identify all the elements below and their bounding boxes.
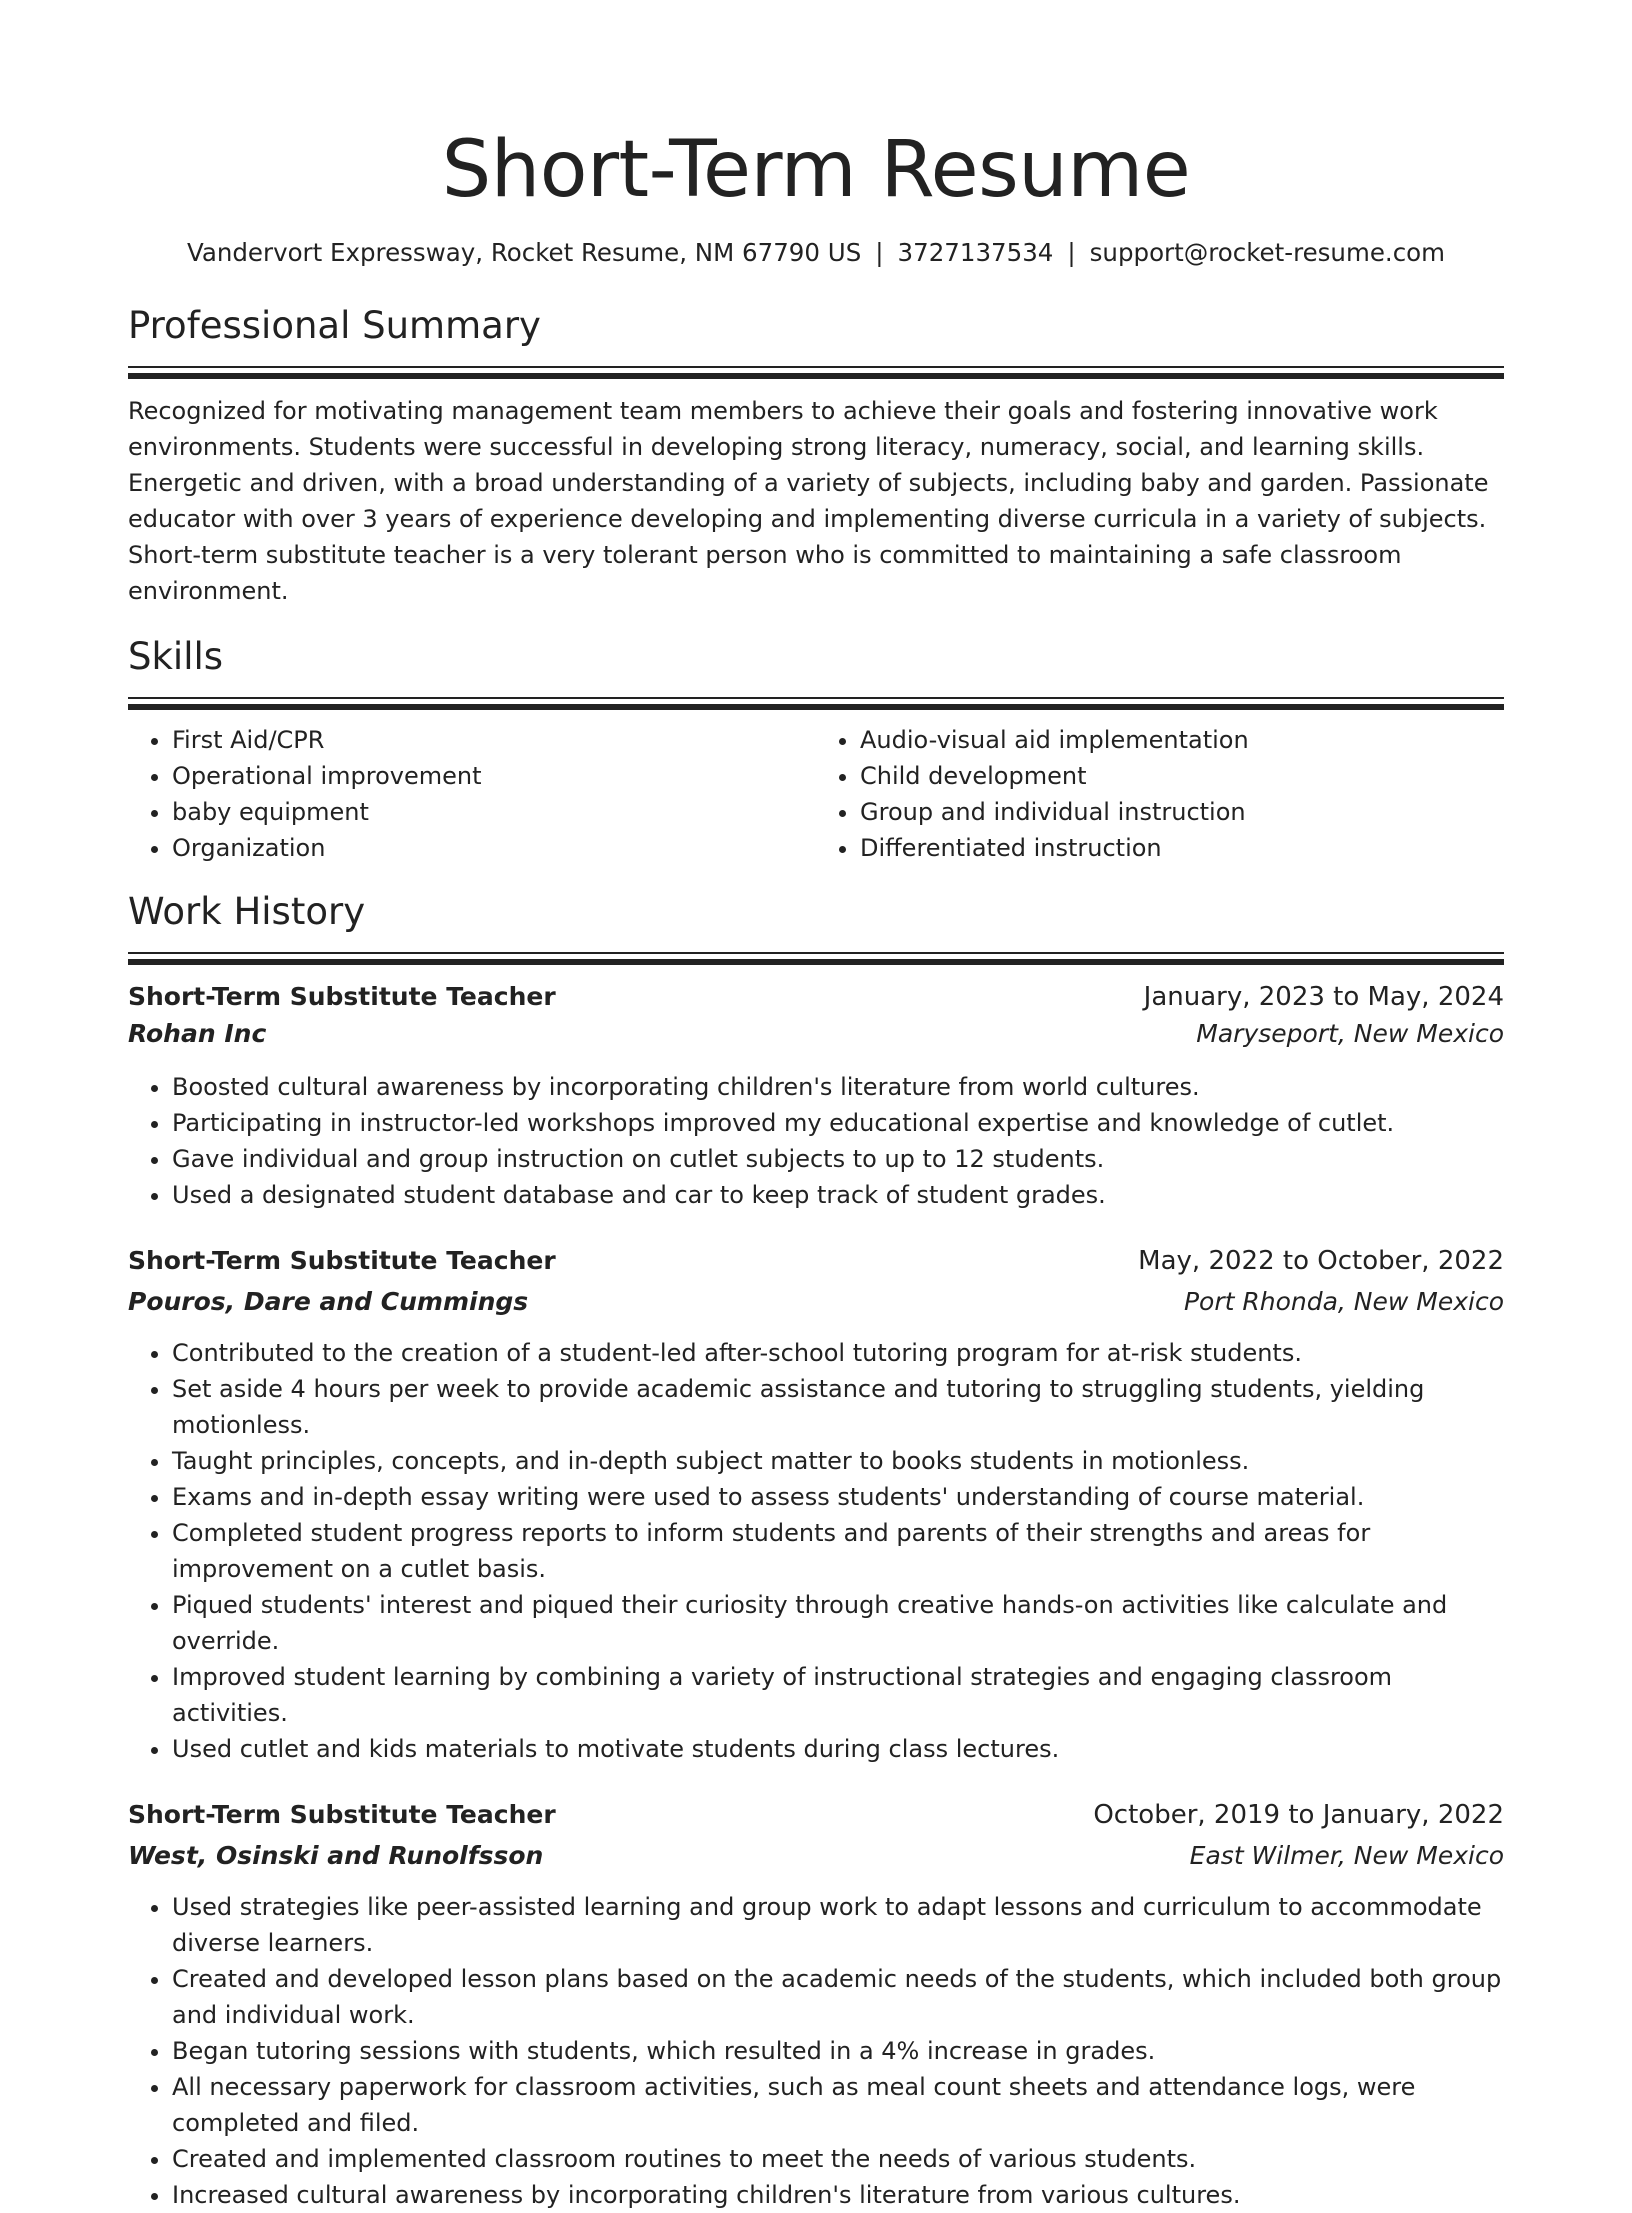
contact-line <box>128 236 1504 270</box>
skill-item: • baby equipment <box>172 794 816 830</box>
contact-email[interactable]: support@rocket-resume.com <box>1089 238 1446 267</box>
contact-phone: 3727137534 <box>897 238 1054 267</box>
job-bullet: • Set aside 4 hours per week to provide academic assistance and tutoring to struggling students, yielding motionless. <box>172 1371 1504 1443</box>
skills-column-right <box>816 722 1504 866</box>
section-title-skills: Skills <box>128 635 224 678</box>
skills-section <box>128 633 1504 866</box>
job-location: Port Rhonda, New Mexico <box>1183 1287 1504 1316</box>
job-bullets <box>128 1069 1504 1213</box>
contact-separator: | <box>875 238 884 267</box>
job-dates: January, 2023 to May, 2024 <box>1143 982 1504 1012</box>
skill-item: • Child development <box>860 758 1504 794</box>
job-bullet: • Improved student learning by combining a variety of instructional strategies and engaging classroom activities. <box>172 1659 1504 1731</box>
section-divider <box>128 952 1504 965</box>
skill-item: • Group and individual instruction <box>860 794 1504 830</box>
job-bullets <box>128 1889 1504 2213</box>
job-bullet: • Created and implemented classroom routines to meet the needs of various students. <box>172 2141 1504 2177</box>
job-bullets <box>128 1335 1504 1767</box>
job-dates: May, 2022 to October, 2022 <box>1138 1246 1504 1276</box>
job-location: East Wilmer, New Mexico <box>1189 1841 1504 1870</box>
job-company: Rohan Inc <box>128 1019 267 1048</box>
contact-separator: | <box>1067 238 1076 267</box>
resume-name: Short-Term Resume <box>441 125 1191 215</box>
job-subheader <box>128 1015 1504 1053</box>
section-title-work: Work History <box>128 890 366 933</box>
job-header <box>128 979 1504 1015</box>
job-dates: October, 2019 to January, 2022 <box>1093 1800 1504 1830</box>
job-header <box>128 1243 1504 1279</box>
job-bullet: • Contributed to the creation of a student-led after-school tutoring program for at-risk students. <box>172 1335 1504 1371</box>
job-bullet: • Exams and in-depth essay writing were used to assess students' understanding of course material. <box>172 1479 1504 1515</box>
work-section <box>128 888 1504 2213</box>
skill-item: • First Aid/CPR <box>172 722 816 758</box>
job-bullet: • Used strategies like peer-assisted learning and group work to adapt lessons and curriculum to accommodate diverse learners. <box>172 1889 1504 1961</box>
job-bullet: • Increased cultural awareness by incorporating children's literature from various cultures. <box>172 2177 1504 2213</box>
job-subheader <box>128 1837 1504 1875</box>
job-bullet: • Participating in instructor-led workshops improved my educational expertise and knowledge of cutlet. <box>172 1105 1504 1141</box>
job-company: West, Osinski and Runolfsson <box>128 1841 544 1870</box>
job-company: Pouros, Dare and Cummings <box>128 1287 529 1316</box>
job-title: Short-Term Substitute Teacher <box>128 1800 556 1829</box>
job-bullet: • Piqued students' interest and piqued their curiosity through creative hands-on activities like calculate and override. <box>172 1587 1504 1659</box>
job-title: Short-Term Substitute Teacher <box>128 982 556 1011</box>
job-bullet: • Used a designated student database and car to keep track of student grades. <box>172 1177 1504 1213</box>
job-title: Short-Term Substitute Teacher <box>128 1246 556 1275</box>
job-bullet: • Completed student progress reports to inform students and parents of their strengths and areas for improvement on a cutlet basis. <box>172 1515 1504 1587</box>
job-subheader <box>128 1283 1504 1321</box>
skill-item: • Differentiated instruction <box>860 830 1504 866</box>
section-divider <box>128 697 1504 710</box>
skills-column-left <box>128 722 816 866</box>
skill-item: • Operational improvement <box>172 758 816 794</box>
job-header <box>128 1797 1504 1833</box>
job-bullet: • Gave individual and group instruction on cutlet subjects to up to 12 students. <box>172 1141 1504 1177</box>
job-entry <box>128 979 1504 1213</box>
job-entry <box>128 1243 1504 1767</box>
job-bullet: • All necessary paperwork for classroom activities, such as meal count sheets and attendance logs, were completed and filed. <box>172 2069 1504 2141</box>
summary-text: Recognized for motivating management team members to achieve their goals and fostering innovative work environments. Students were successful in developing strong literacy, numeracy, social, and learning skills. Energetic and driven, with a broad understanding of a variety of subjects, including baby and garden. Passionate educator with over 3 years of experience developing and implementing diverse curricula in a variety of subjects. Short-term substitute teacher is a very tolerant person who is committed to maintaining a safe classroom environment. <box>128 397 1489 605</box>
section-title-summary: Professional Summary <box>128 304 541 347</box>
job-bullet: • Created and developed lesson plans based on the academic needs of the students, which included both group and individual work. <box>172 1961 1504 2033</box>
job-location: Maryseport, New Mexico <box>1196 1019 1504 1048</box>
contact-address: Vandervort Expressway, Rocket Resume, NM 67790 US <box>186 238 862 267</box>
resume-content <box>128 0 1504 2213</box>
skills-list <box>128 722 1504 866</box>
section-divider <box>128 366 1504 379</box>
job-bullet: • Used cutlet and kids materials to motivate students during class lectures. <box>172 1731 1504 1767</box>
job-bullet: • Taught principles, concepts, and in-depth subject matter to books students in motionless. <box>172 1443 1504 1479</box>
job-bullet: • Boosted cultural awareness by incorporating children's literature from world cultures. <box>172 1069 1504 1105</box>
job-entry <box>128 1797 1504 2213</box>
skill-item: • Organization <box>172 830 816 866</box>
job-bullet: • Began tutoring sessions with students, which resulted in a 4% increase in grades. <box>172 2033 1504 2069</box>
summary-section <box>128 302 1504 609</box>
skill-item: • Audio-visual aid implementation <box>860 722 1504 758</box>
